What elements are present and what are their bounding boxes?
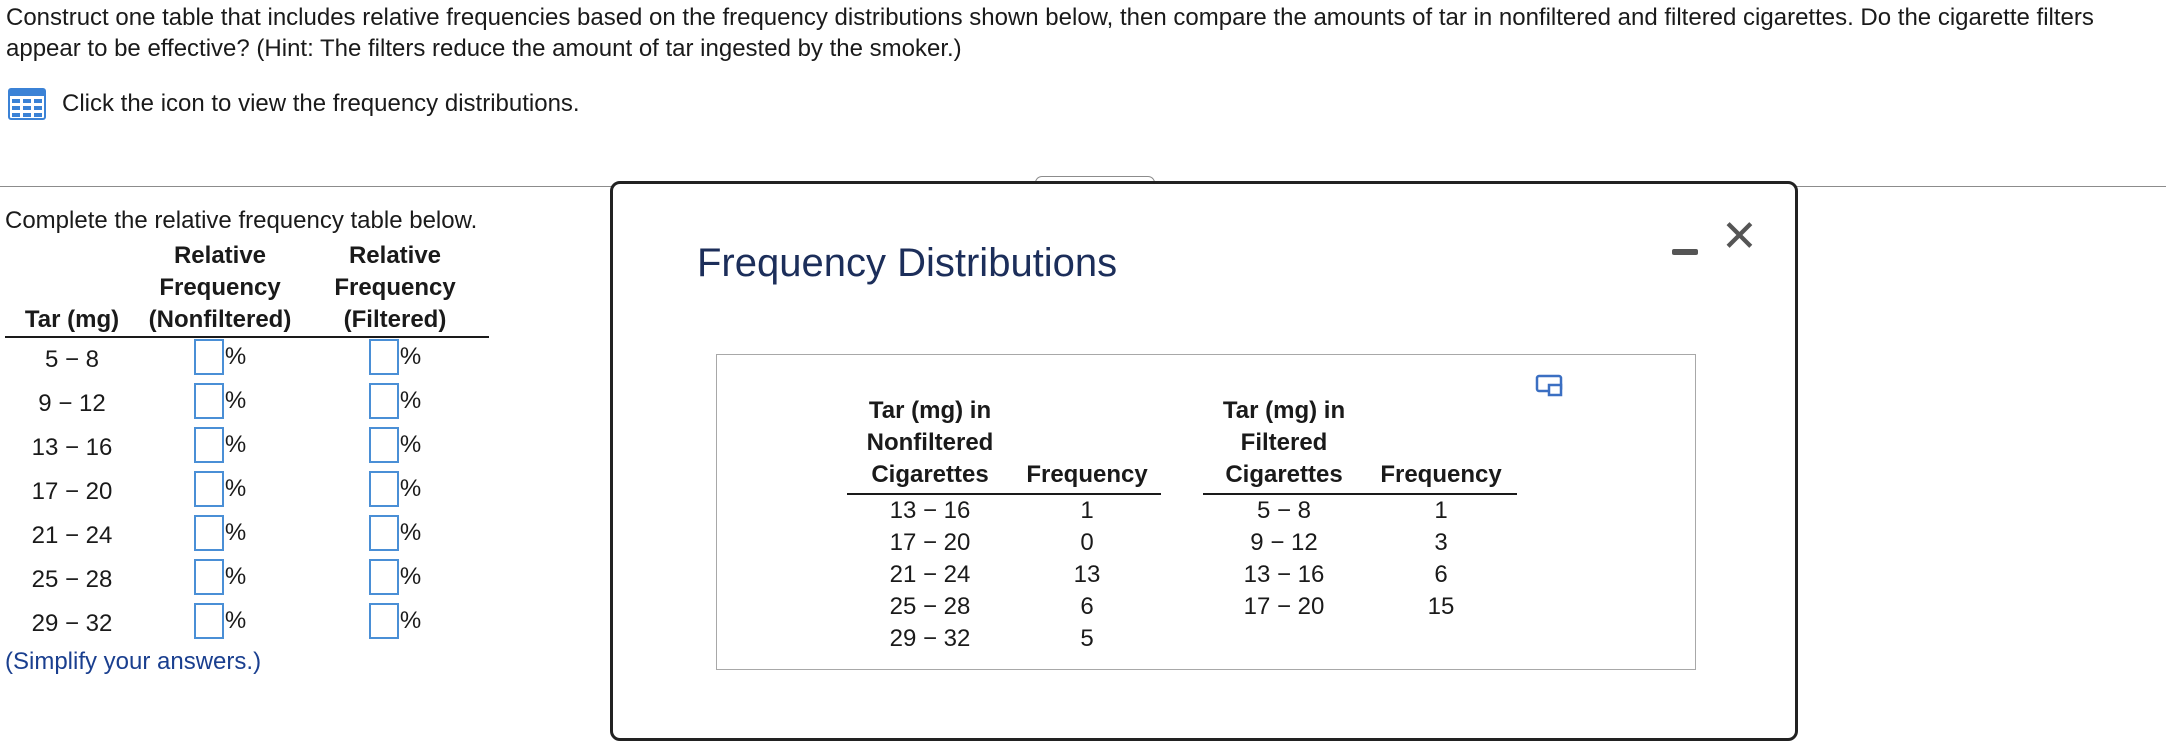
frequency-value: 6 <box>1080 593 1094 620</box>
table-row <box>847 591 1161 623</box>
tar-range: 29 − 32 <box>31 610 113 637</box>
header-nonfiltered: Relative Frequency (Nonfiltered) <box>148 242 292 333</box>
percent-sign: % <box>224 606 247 634</box>
nonfiltered-answer-input[interactable] <box>194 471 224 507</box>
tar-range: 13 − 16 <box>1243 561 1325 588</box>
nonfiltered-answer-input[interactable] <box>194 515 224 551</box>
nonfiltered-cell <box>139 470 301 514</box>
filtered-answer-input[interactable] <box>369 471 399 507</box>
filtered-cell <box>301 470 489 514</box>
frequency-value: 3 <box>1434 529 1448 556</box>
percent-sign: % <box>399 342 422 370</box>
filtered-cell <box>301 426 489 470</box>
percent-sign: % <box>399 474 422 502</box>
table-row <box>5 558 489 602</box>
filtered-answer-input[interactable] <box>369 383 399 419</box>
percent-sign: % <box>399 430 422 458</box>
frequency-distributions-dialog <box>610 181 1798 741</box>
frequency-value: 15 <box>1427 593 1455 620</box>
table-row <box>847 494 1161 527</box>
percent-sign: % <box>224 386 247 414</box>
tar-range: 5 − 8 <box>44 346 100 373</box>
tar-range: 5 − 8 <box>1256 497 1312 524</box>
table-row <box>1203 527 1517 559</box>
table-row <box>5 514 489 558</box>
filtered-cell <box>301 514 489 558</box>
nonfiltered-tar-header: Tar (mg) in Nonfiltered Cigarettes <box>847 395 1013 494</box>
table-row <box>847 559 1161 591</box>
question-text: Construct one table that includes relative frequencies based on the frequency distributions shown below, then compare the amounts of tar in nonfiltered and filtered cigarettes. Do the cigarette filters appear to be effective? (Hint: The filters reduce the amount of tar ingested by the smoker.) <box>6 4 2094 62</box>
nonfiltered-answer-input[interactable] <box>194 559 224 595</box>
filtered-cell <box>301 602 489 646</box>
filtered-cell <box>301 558 489 602</box>
percent-sign: % <box>224 430 247 458</box>
table-grid-icon[interactable] <box>8 88 46 120</box>
tar-range: 9 − 12 <box>38 390 106 417</box>
nonfiltered-cell <box>139 602 301 646</box>
filtered-answer-input[interactable] <box>369 427 399 463</box>
popout-icon[interactable] <box>1535 373 1565 399</box>
tar-range: 17 − 20 <box>889 529 971 556</box>
percent-sign: % <box>399 518 422 546</box>
nonfiltered-cell <box>139 426 301 470</box>
percent-sign: % <box>224 474 247 502</box>
table-row <box>5 382 489 426</box>
nonfiltered-cell <box>139 382 301 426</box>
tar-range: 13 − 16 <box>31 434 113 461</box>
table-row <box>847 527 1161 559</box>
tar-range: 21 − 24 <box>889 561 971 588</box>
frequency-value: 13 <box>1073 561 1101 588</box>
simplify-note: (Simplify your answers.) <box>5 648 262 675</box>
tar-range: 17 − 20 <box>31 478 113 505</box>
relative-frequency-table <box>5 240 489 646</box>
tar-range: 21 − 24 <box>31 522 113 549</box>
table-row <box>847 623 1161 655</box>
percent-sign: % <box>399 606 422 634</box>
filtered-answer-input[interactable] <box>369 559 399 595</box>
nonfiltered-cell <box>139 337 301 382</box>
percent-sign: % <box>224 518 247 546</box>
table-row <box>5 602 489 646</box>
filtered-table <box>1203 395 1517 623</box>
distributions-panel <box>716 354 1696 670</box>
table-row <box>1203 494 1517 527</box>
minimize-button[interactable] <box>1670 235 1700 265</box>
nonfiltered-cell <box>139 514 301 558</box>
table-row <box>5 470 489 514</box>
nonfiltered-answer-input[interactable] <box>194 427 224 463</box>
filtered-answer-input[interactable] <box>369 603 399 639</box>
nonfiltered-cell <box>139 558 301 602</box>
instruction-text: Complete the relative frequency table below. <box>5 207 478 234</box>
nonfiltered-answer-input[interactable] <box>194 339 224 375</box>
close-button[interactable]: ✕ <box>1721 212 1758 261</box>
filtered-frequency-header: Frequency <box>1365 395 1517 494</box>
dialog-title: Frequency Distributions <box>697 241 1118 285</box>
frequency-value: 6 <box>1434 561 1448 588</box>
nonfiltered-answer-input[interactable] <box>194 383 224 419</box>
table-row <box>5 426 489 470</box>
table-row <box>1203 591 1517 623</box>
frequency-value: 5 <box>1080 625 1094 652</box>
frequency-value: 0 <box>1080 529 1094 556</box>
header-tar: Tar (mg) <box>24 306 120 333</box>
tar-range: 25 − 28 <box>31 566 113 593</box>
tar-range: 29 − 32 <box>889 625 971 652</box>
percent-sign: % <box>399 386 422 414</box>
tar-range: 9 − 12 <box>1250 529 1318 556</box>
filtered-answer-input[interactable] <box>369 515 399 551</box>
tar-range: 25 − 28 <box>889 593 971 620</box>
hint-text[interactable]: Click the icon to view the frequency distributions. <box>62 90 580 117</box>
frequency-value: 1 <box>1080 497 1094 524</box>
filtered-answer-input[interactable] <box>369 339 399 375</box>
table-row <box>5 337 489 382</box>
percent-sign: % <box>399 562 422 590</box>
nonfiltered-answer-input[interactable] <box>194 603 224 639</box>
filtered-tar-header: Tar (mg) in Filtered Cigarettes <box>1203 395 1365 494</box>
percent-sign: % <box>224 342 247 370</box>
frequency-value: 1 <box>1434 497 1448 524</box>
nonfiltered-frequency-header: Frequency <box>1013 395 1161 494</box>
filtered-cell <box>301 382 489 426</box>
hint-row <box>8 87 580 121</box>
table-row <box>1203 559 1517 591</box>
header-filtered: Relative Frequency (Filtered) <box>334 242 456 333</box>
tar-range: 13 − 16 <box>889 497 971 524</box>
tar-range: 17 − 20 <box>1243 593 1325 620</box>
nonfiltered-table <box>847 395 1161 655</box>
percent-sign: % <box>224 562 247 590</box>
filtered-cell <box>301 337 489 382</box>
